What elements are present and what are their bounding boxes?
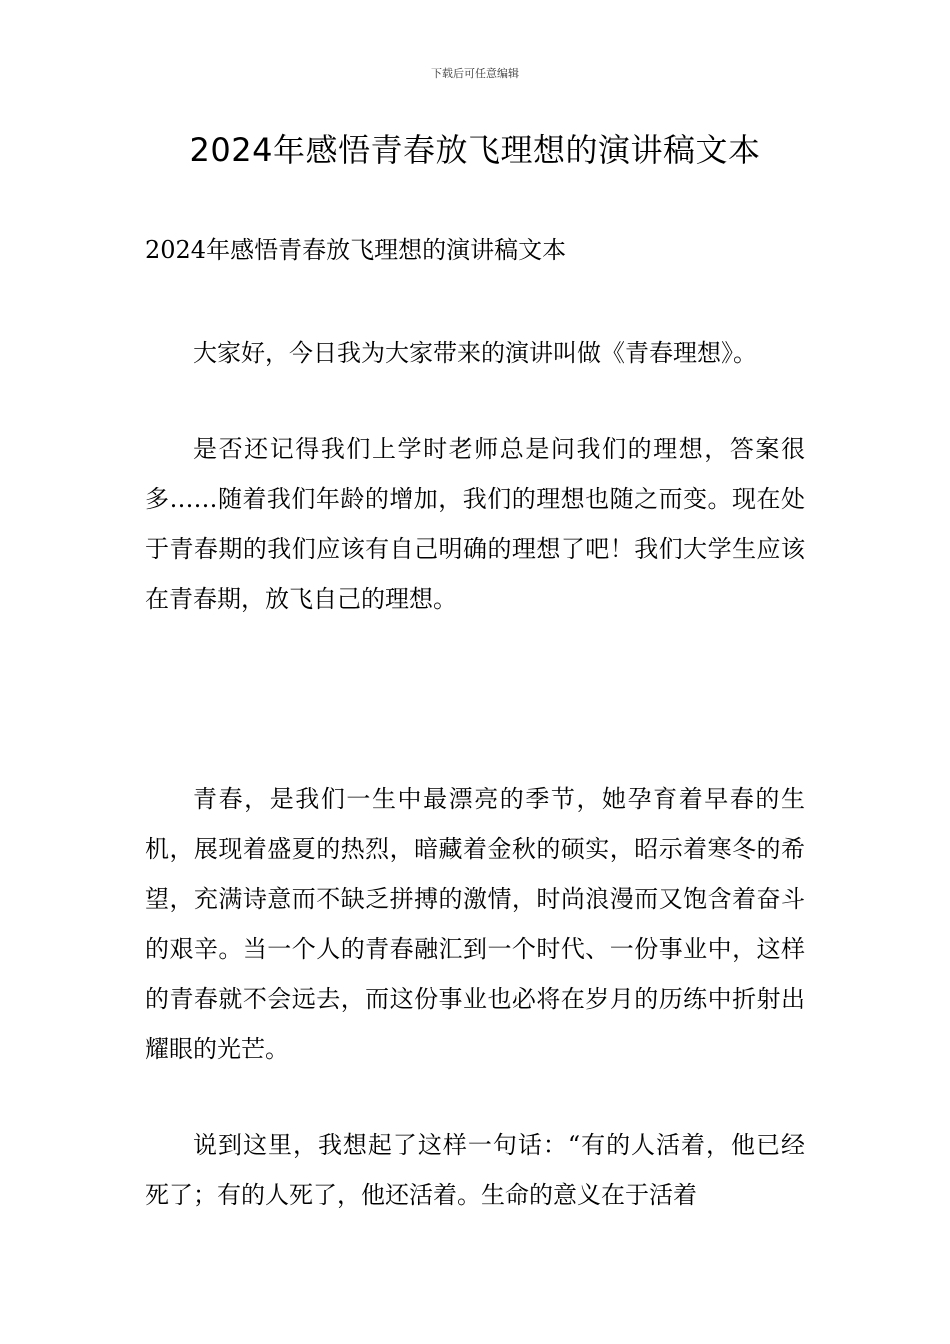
paragraph-1: 大家好，今日我为大家带来的演讲叫做《青春理想》。 (193, 339, 757, 367)
paragraph-2: 是否还记得我们上学时老师总是问我们的理想，答案很多……随着我们年龄的增加，我们的理想也随之而变。现在处于青春期的我们应该有自己明确的理想了吧！我们大学生应该在青春期，放飞自己的理想。 (145, 435, 805, 613)
header-note: 下载后可任意编辑 (431, 67, 519, 80)
document-title: 2024年感悟青春放飞理想的演讲稿文本 (189, 131, 761, 169)
document-subtitle: 2024年感悟青春放飞理想的演讲稿文本 (145, 236, 567, 264)
paragraph-4: 说到这里，我想起了这样一句话：“有的人活着，他已经死了；有的人死了，他还活着。生命的意义在于活着 (145, 1131, 805, 1209)
paragraph-3: 青春，是我们一生中最漂亮的季节，她孕育着早春的生机，展现着盛夏的热烈，暗藏着金秋的硕实，昭示着寒冬的希望，充满诗意而不缺乏拼搏的激情，时尚浪漫而又饱含着奋斗的艰辛。当一个人的青春融汇到一个时代、一份事业中，这样的青春就不会远去，而这份事业也必将在岁月的历练中折射出耀眼的光芒。 (145, 785, 805, 1063)
